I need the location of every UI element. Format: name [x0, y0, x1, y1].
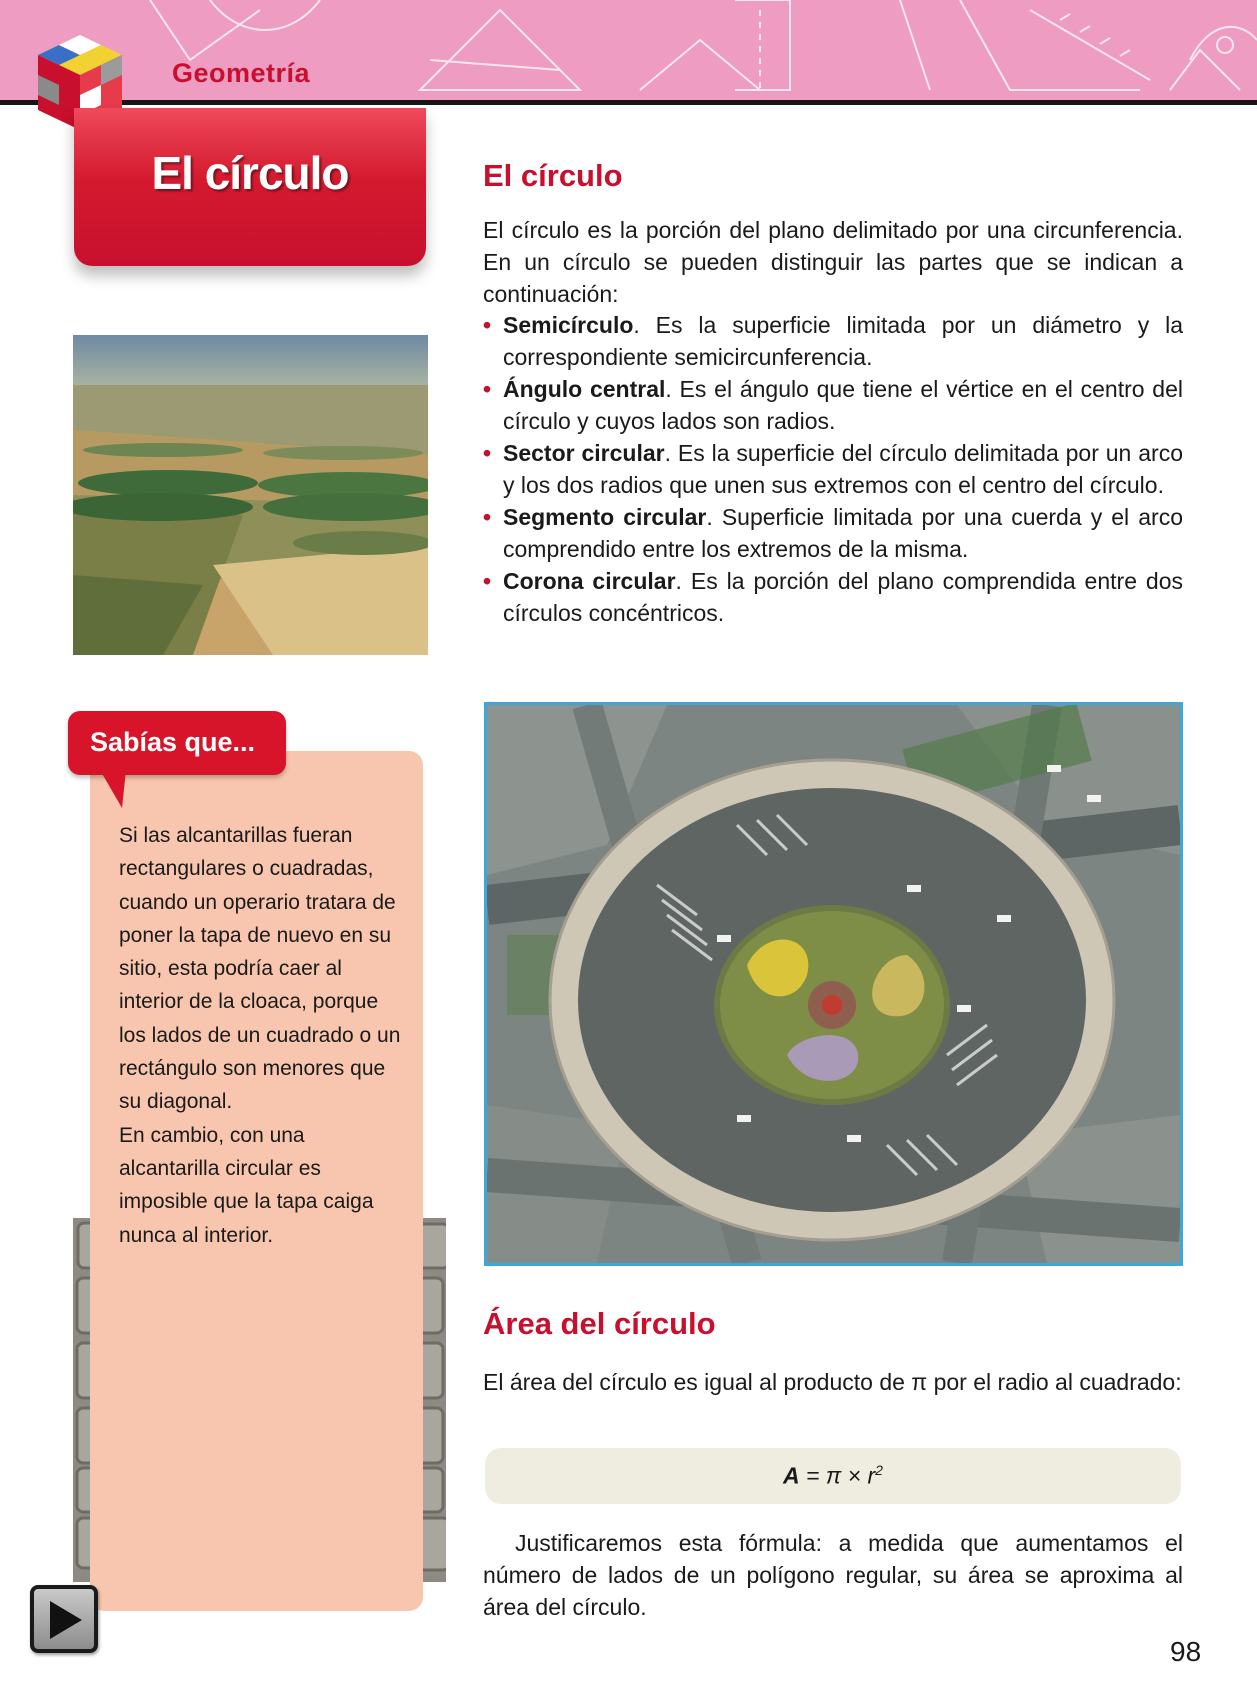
bullet-dot-icon: •: [483, 376, 492, 402]
did-you-know-text: [119, 819, 409, 1252]
term-segmento-circular: Segmento circular: [503, 504, 707, 530]
formula-exponent: 2: [875, 1462, 883, 1479]
term-semicirculo: Semicírculo: [503, 312, 634, 338]
aerial-fields-photo: [73, 335, 428, 655]
chapter-title-tab: [74, 108, 426, 266]
bullet-dot-icon: •: [483, 440, 492, 466]
section-label: Geometría: [172, 58, 311, 88]
chapter-title: El círculo: [151, 147, 349, 199]
did-you-know-label: Sabías que...: [90, 727, 256, 757]
list-item: [483, 437, 1183, 501]
list-item: [483, 373, 1183, 437]
definition-text: . Es la porción del plano comprendida entre dos círculos concéntricos.: [503, 568, 1183, 626]
justification-paragraph: Justificaremos esta fórmula: a medida que aumentamos el número de lados de un polígono regular, su área se aproxima al área del círculo.: [483, 1530, 1183, 1620]
formula-rhs: = π × r: [806, 1462, 876, 1489]
play-button[interactable]: [30, 1585, 98, 1653]
intro-paragraph: El círculo es la porción del plano delimitado por una circunferencia. En un círculo se pueden distinguir las partes que se indican a continuación:: [483, 217, 1183, 307]
page-number: 98: [1170, 1636, 1202, 1667]
circle-parts-list: [483, 309, 1183, 629]
list-item: [483, 309, 1183, 373]
bullet-dot-icon: •: [483, 504, 492, 530]
area-formula: [783, 1462, 883, 1490]
formula-lhs: A: [783, 1462, 800, 1489]
definition-text: . Superficie limitada por una cuerda y el arco comprendido entre los extremos de la misma.: [503, 504, 1183, 562]
area-intro-paragraph: El área del círculo es igual al producto de π por el radio al cuadrado:: [483, 1369, 1182, 1395]
speech-bubble-tail-icon: [100, 770, 140, 810]
formula-box: [485, 1448, 1181, 1504]
definition-text: . Es la superficie del círculo delimitada por un arco y los dos radios que unen sus extremos con el centro del círculo.: [503, 440, 1183, 498]
term-angulo-central: Ángulo central: [503, 376, 666, 402]
sidebar-paragraph: En cambio, con una alcantarilla circular es imposible que la tapa caiga nunca al interior.: [119, 1123, 374, 1247]
header-rule: [0, 100, 1257, 105]
list-item: [483, 565, 1183, 629]
list-item: [483, 501, 1183, 565]
play-icon: [46, 1599, 84, 1641]
sidebar-paragraph: Si las alcantarillas fueran rectangulares o cuadradas, cuando un operario tratara de poner la tapa de nuevo en su sitio, esta podría caer al interior de la cloaca, porque los lados de un cuadrado o un rectángulo son menores que su diagonal.: [119, 824, 401, 1114]
definition-text: . Es la superficie limitada por un diámetro y la correspondiente semicircunferencia.: [503, 312, 1183, 370]
bullet-dot-icon: •: [483, 568, 492, 594]
section-heading-circle: El círculo: [483, 158, 623, 193]
bullet-dot-icon: •: [483, 312, 492, 338]
definition-text: . Es el ángulo que tiene el vértice en el centro del círculo y cuyos lados son radios.: [503, 376, 1183, 434]
term-corona-circular: Corona circular: [503, 568, 676, 594]
roundabout-aerial-photo: [484, 702, 1183, 1266]
section-heading-area: Área del círculo: [483, 1306, 716, 1341]
term-sector-circular: Sector circular: [503, 440, 665, 466]
